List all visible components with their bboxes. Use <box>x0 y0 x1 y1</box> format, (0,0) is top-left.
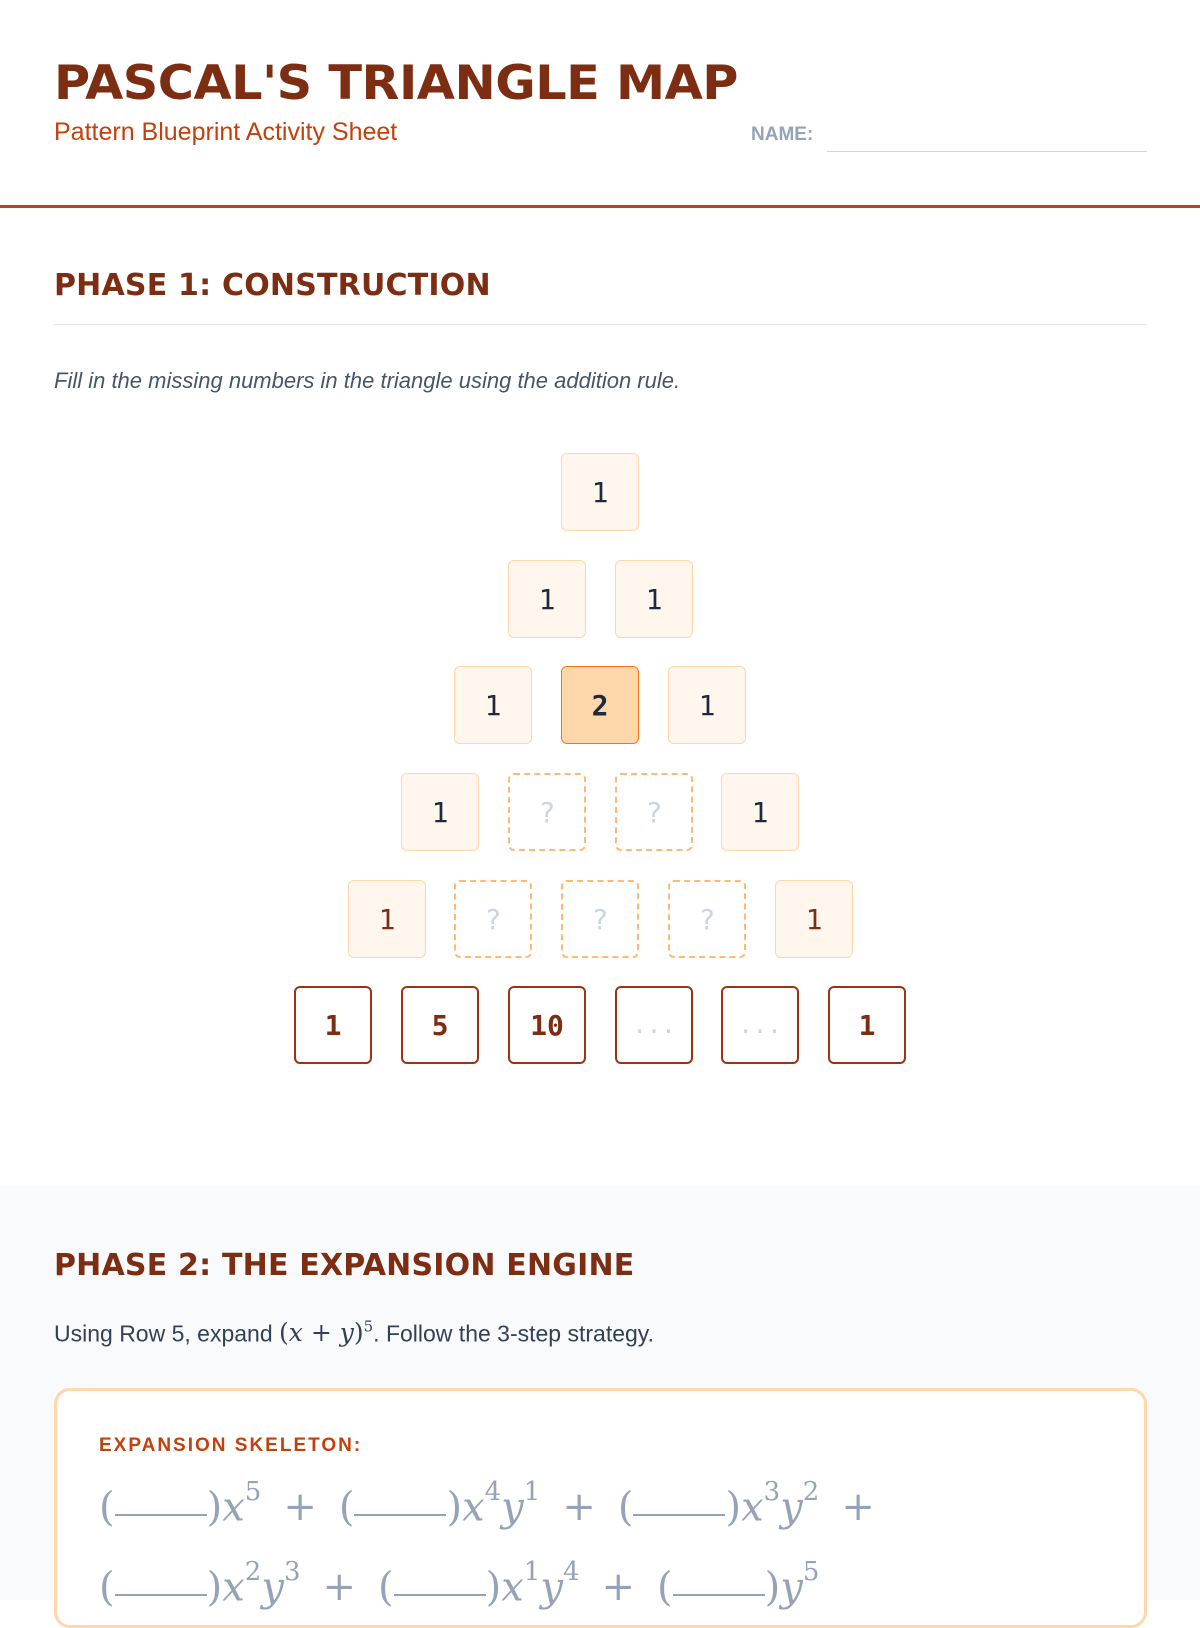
row5-cell: 1 <box>294 986 372 1064</box>
expansion-row-2 <box>99 1557 820 1611</box>
page-title: PASCAL'S TRIANGLE MAP <box>54 56 738 111</box>
row5-blank-cell[interactable]: ... <box>721 986 799 1064</box>
triangle-cell: 1 <box>775 880 853 958</box>
expansion-term[interactable]: ( )$x^1y^4$ <box>378 1557 580 1611</box>
triangle-blank-cell[interactable]: ? <box>561 880 639 958</box>
triangle-cell: 1 <box>454 666 532 744</box>
plus-sign: + <box>841 1484 875 1531</box>
expansion-term[interactable]: ( )$y^5$ <box>657 1557 820 1611</box>
name-field[interactable] <box>827 151 1147 152</box>
row5-cell: 10 <box>508 986 586 1064</box>
triangle-cell-highlight: 2 <box>561 666 639 744</box>
phase2-strategy <box>54 1318 654 1347</box>
triangle-blank-cell[interactable]: ? <box>615 773 693 851</box>
phase1-instructions: Fill in the missing numbers in the triangle using the addition rule. <box>54 368 681 393</box>
triangle-cell: 1 <box>721 773 799 851</box>
triangle-cell: 1 <box>348 880 426 958</box>
expansion-term[interactable]: ( )$x^4y^1$ <box>338 1477 541 1531</box>
expansion-skeleton-box <box>54 1388 1147 1628</box>
triangle-blank-cell[interactable]: ? <box>668 880 746 958</box>
triangle-blank-cell[interactable]: ? <box>508 773 586 851</box>
triangle-blank-cell[interactable]: ? <box>454 880 532 958</box>
row5-blank-cell[interactable]: ... <box>615 986 693 1064</box>
triangle-cell: 1 <box>668 666 746 744</box>
triangle-cell: 1 <box>561 453 639 531</box>
plus-sign: + <box>283 1484 317 1531</box>
phase2-heading: PHASE 2: THE EXPANSION ENGINE <box>54 1248 635 1283</box>
name-label: NAME: <box>751 124 814 145</box>
row5-cell: 5 <box>401 986 479 1064</box>
phase1-divider <box>54 324 1147 325</box>
row5-cell: 1 <box>828 986 906 1064</box>
expansion-term[interactable]: ( )$x^3y^2$ <box>617 1477 820 1531</box>
page-subtitle: Pattern Blueprint Activity Sheet <box>54 118 398 146</box>
triangle-cell: 1 <box>401 773 479 851</box>
expansion-skeleton-label: EXPANSION SKELETON: <box>99 1435 363 1456</box>
strategy-suffix: . Follow the 3-step strategy. <box>373 1320 654 1347</box>
triangle-cell: 1 <box>615 560 693 638</box>
page-header <box>0 0 1200 208</box>
triangle-cell: 1 <box>508 560 586 638</box>
expansion-term[interactable]: ( )$x^5$ <box>99 1477 262 1531</box>
plus-sign: + <box>562 1484 596 1531</box>
expansion-row-1 <box>99 1477 897 1531</box>
binomial-expression: $(x + y)^5$ <box>279 1318 374 1348</box>
phase1-heading: PHASE 1: CONSTRUCTION <box>54 268 491 303</box>
plus-sign: + <box>322 1564 356 1611</box>
expansion-term[interactable]: ( )$x^2y^3$ <box>99 1557 301 1611</box>
plus-sign: + <box>601 1564 635 1611</box>
strategy-prefix: Using Row 5, expand <box>54 1320 273 1347</box>
